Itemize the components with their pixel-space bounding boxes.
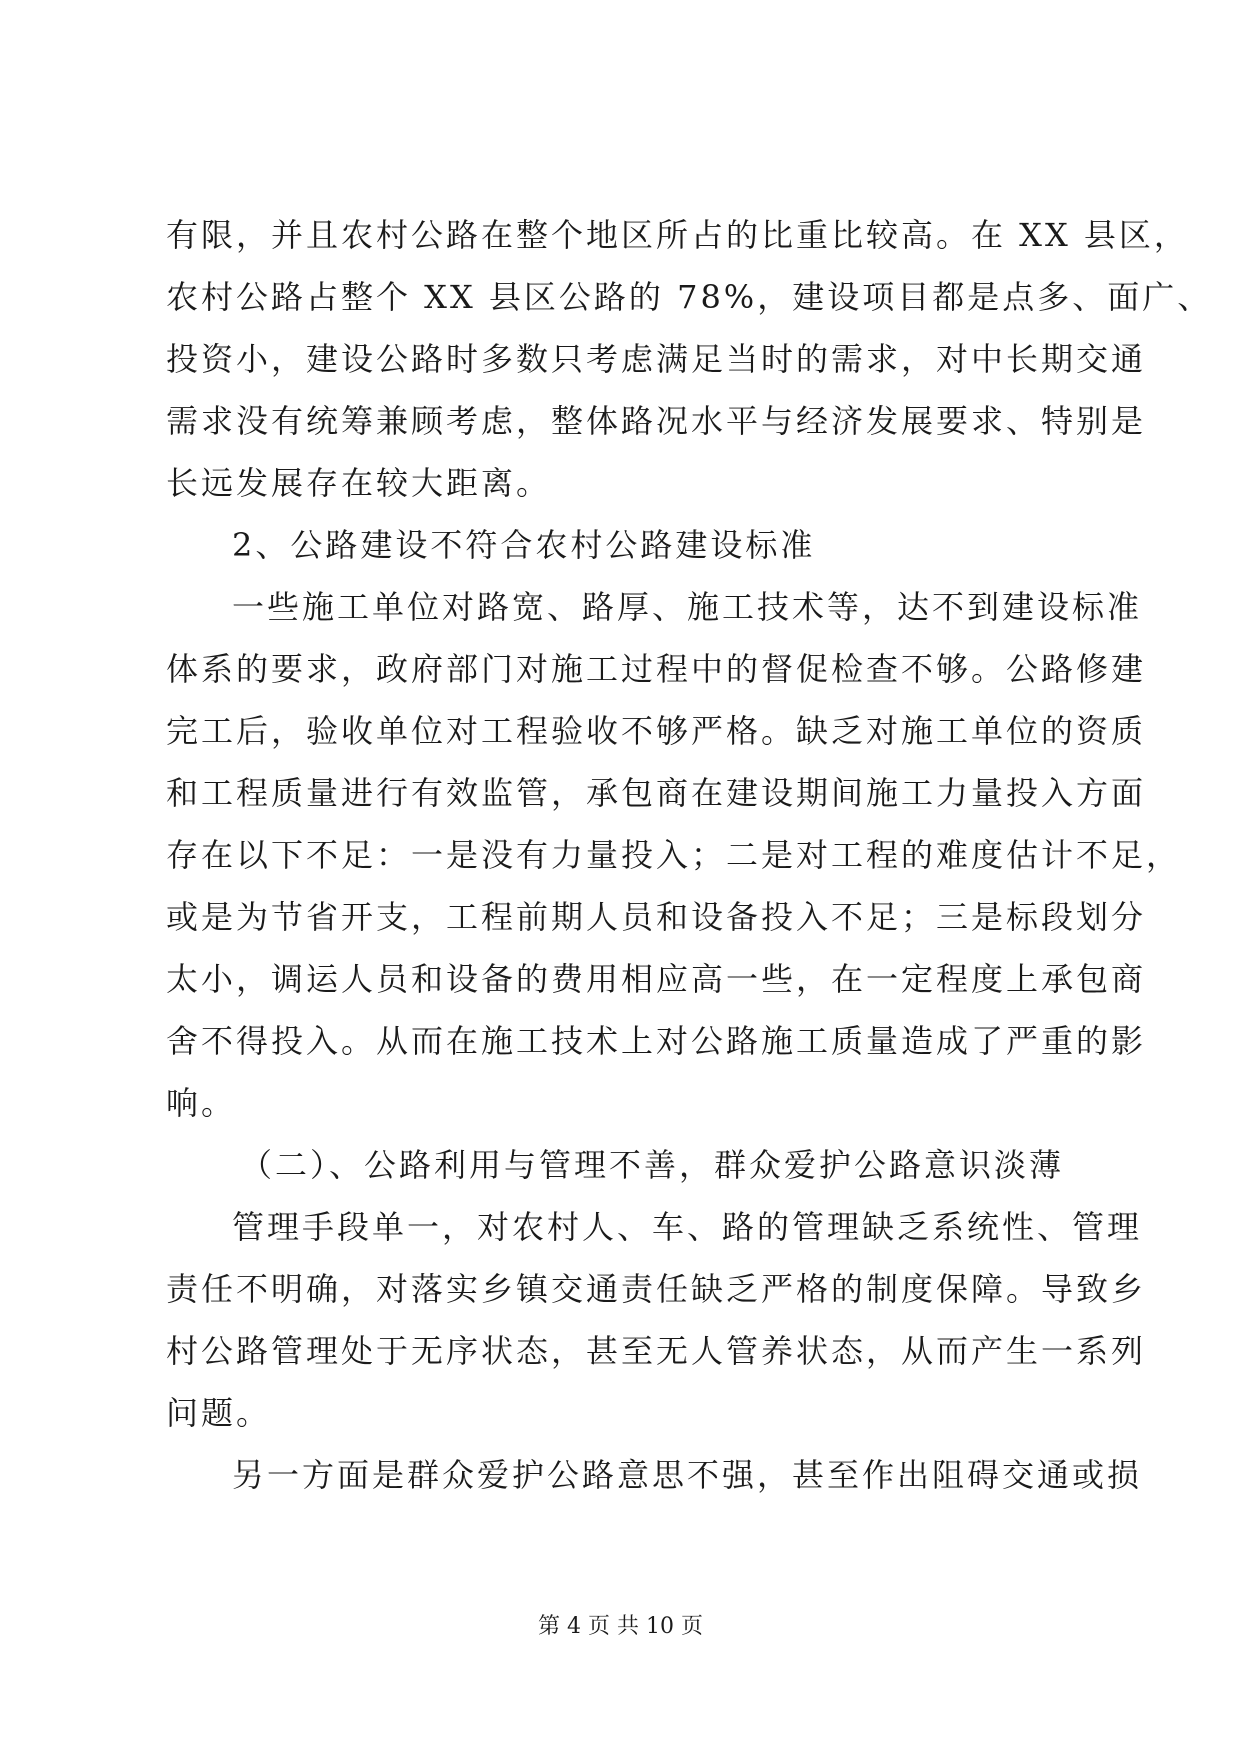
text-line: 体系的要求，政府部门对施工过程中的督促检查不够。公路修建 [166, 650, 1147, 688]
text-line: 响。 [166, 1084, 237, 1122]
section-heading: （二）、公路利用与管理不善，群众爱护公路意识淡薄 [240, 1146, 1065, 1184]
text-line: 农村公路占整个 XX 县区公路的 78%，建设项目都是点多、面广、 [166, 278, 1213, 316]
text-line: 需求没有统筹兼顾考虑，整体路况水平与经济发展要求、特别是 [166, 402, 1147, 440]
section-heading: 2、公路建设不符合农村公路建设标准 [232, 526, 816, 564]
text-line: 投资小，建设公路时多数只考虑满足当时的需求，对中长期交通 [166, 340, 1147, 378]
text-line: 另一方面是群众爱护公路意思不强，甚至作出阻碍交通或损 [232, 1456, 1143, 1494]
text-line: 管理手段单一，对农村人、车、路的管理缺乏系统性、管理 [232, 1208, 1143, 1246]
text-line: 有限，并且农村公路在整个地区所占的比重比较高。在 XX 县区， [166, 216, 1189, 254]
text-line: 太小，调运人员和设备的费用相应高一些，在一定程度上承包商 [166, 960, 1147, 998]
text-line: 一些施工单位对路宽、路厚、施工技术等，达不到建设标准 [232, 588, 1143, 626]
text-line: 问题。 [166, 1394, 272, 1432]
text-line: 长远发展存在较大距离。 [166, 464, 552, 502]
text-line: 存在以下不足：一是没有力量投入；二是对工程的难度估计不足， [166, 836, 1182, 874]
text-line: 舍不得投入。从而在施工技术上对公路施工质量造成了严重的影 [166, 1022, 1147, 1060]
page-number-footer: 第 4 页 共 10 页 [538, 1614, 703, 1639]
text-line: 和工程质量进行有效监管，承包商在建设期间施工力量投入方面 [166, 774, 1147, 812]
text-line: 或是为节省开支，工程前期人员和设备投入不足；三是标段划分 [166, 898, 1147, 936]
document-body [166, 204, 1213, 1506]
text-line: 责任不明确，对落实乡镇交通责任缺乏严格的制度保障。导致乡 [166, 1270, 1147, 1308]
text-line: 完工后，验收单位对工程验收不够严格。缺乏对施工单位的资质 [166, 712, 1147, 750]
text-line: 村公路管理处于无序状态，甚至无人管养状态，从而产生一系列 [166, 1332, 1147, 1370]
